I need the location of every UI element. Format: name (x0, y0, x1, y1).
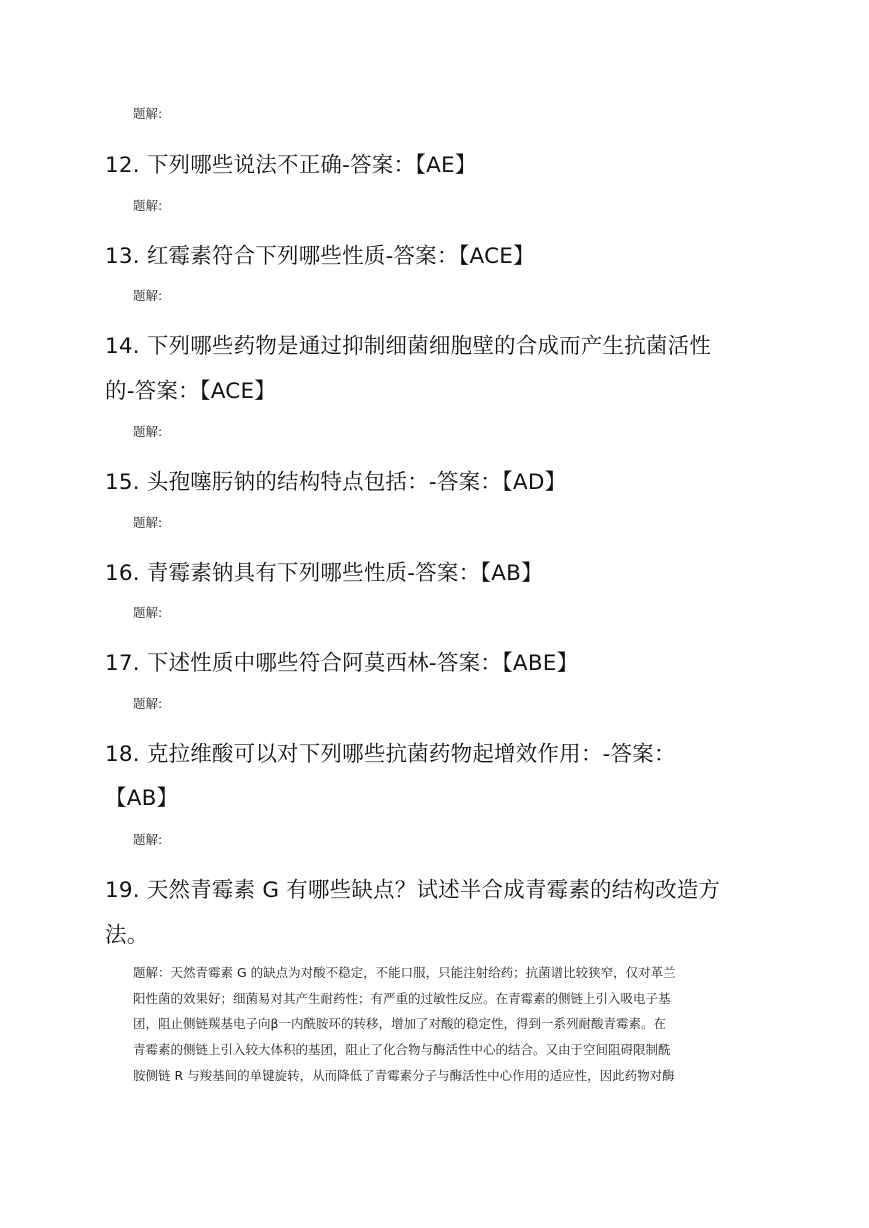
solution-19-line-3: 团，阻止侧链羰基电子向β一内酰胺环的转移，增加了对酸的稳定性，得到一系列耐酸青霉素。在 (133, 1016, 666, 1032)
solution-label-14: 题解: (133, 424, 163, 439)
solution-19-line-2: 阳性菌的效果好；细菌易对其产生耐药性；有严重的过敏性反应。在青霉素的侧链上引入吸电子基 (133, 990, 671, 1006)
question-19-line-2: 法。 (105, 923, 149, 948)
question-17: 17. 下述性质中哪些符合阿莫西林-答案：【ABE】 (105, 651, 579, 676)
solution-label-11: 题解: (133, 106, 163, 121)
solution-label-17: 题解: (133, 696, 163, 711)
question-18-line-2: 【AB】 (105, 786, 179, 811)
solution-label-18: 题解: (133, 832, 163, 847)
question-13: 13. 红霉素符合下列哪些性质-答案：【ACE】 (105, 244, 535, 269)
solution-19-line-1: 题解：天然青霉素 G 的缺点为对酸不稳定，不能口服，只能注射给药；抗菌谱比较狭窄，仅对革兰 (133, 965, 676, 980)
question-12: 12. 下列哪些说法不正确-答案：【AE】 (105, 153, 477, 178)
question-16: 16. 青霉素钠具有下列哪些性质-答案：【AB】 (105, 561, 543, 586)
solution-19 (133, 960, 773, 1088)
solution-19-line-5: 胺侧链 R 与羧基间的单键旋转，从而降低了青霉素分子与酶活性中心作用的适应性，因此药物对酶 (133, 1067, 675, 1083)
solution-label-16: 题解: (133, 605, 163, 620)
question-18-line-1: 18. 克拉维酸可以对下列哪些抗菌药物起增效作用：-答案： (105, 742, 676, 767)
solution-19-line-4: 青霉素的侧链上引入较大体积的基团，阻止了化合物与酶活性中心的结合。又由于空间阻碍限制酰 (133, 1042, 671, 1058)
question-14-line-1: 14. 下列哪些药物是通过抑制细菌细胞壁的合成而产生抗菌活性 (105, 334, 712, 359)
solution-label-13: 题解: (133, 288, 163, 303)
question-15: 15. 头孢噻肟钠的结构特点包括：-答案：【AD】 (105, 470, 567, 495)
question-19-line-1: 19. 天然青霉素 G 有哪些缺点？试述半合成青霉素的结构改造方 (105, 878, 721, 903)
solution-label-15: 题解: (133, 515, 163, 530)
solution-label-12: 题解: (133, 198, 163, 213)
question-14-line-2: 的-答案：【ACE】 (105, 379, 276, 404)
